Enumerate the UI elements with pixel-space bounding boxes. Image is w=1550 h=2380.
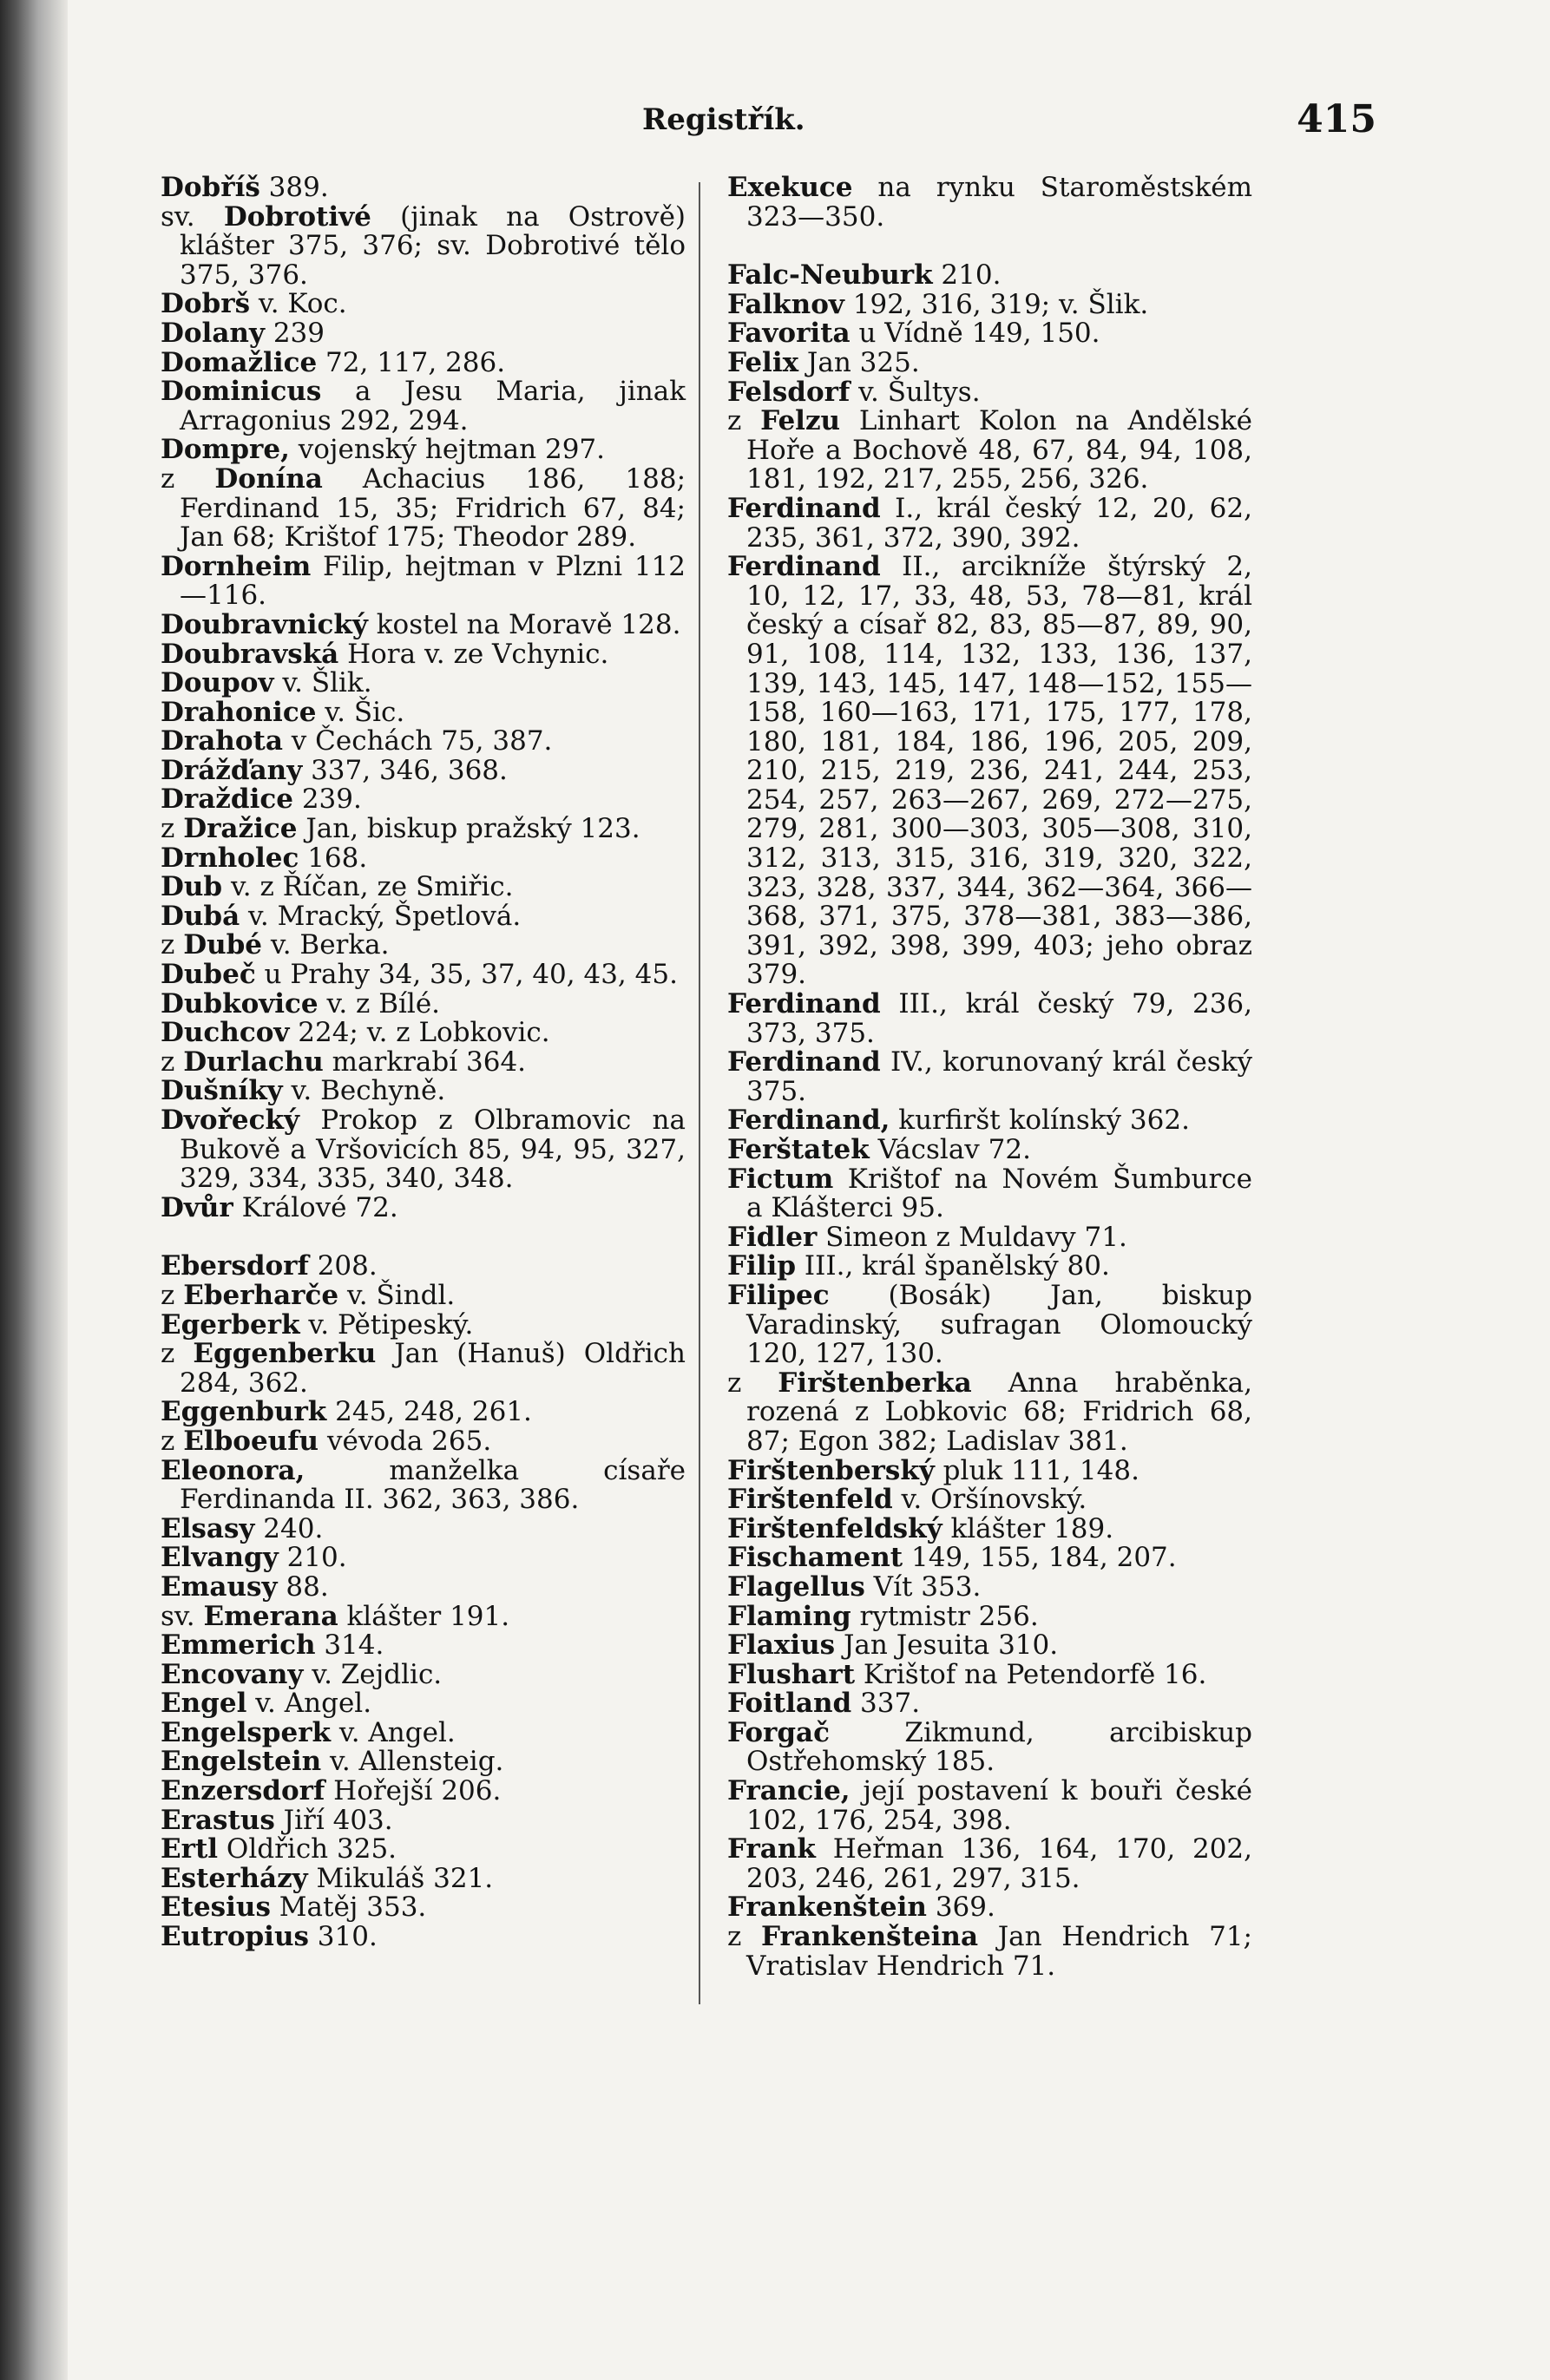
section-gap: [161, 1223, 686, 1252]
entry-headword: Fidler: [727, 1221, 818, 1253]
entry-references: v. Zejdlic.: [303, 1658, 443, 1690]
entry-references: Hora v. ze Vchynic.: [338, 638, 609, 670]
entry-references: v. Mracký, Špetlová.: [240, 900, 522, 932]
entry-prefix: sv.: [161, 1600, 204, 1632]
index-entry: [727, 1893, 1252, 1923]
entry-headword: Engel: [161, 1688, 247, 1720]
entry-headword: Flushart: [727, 1658, 856, 1690]
index-entry: [161, 1806, 686, 1836]
entry-headword: Firštenfeldský: [727, 1512, 942, 1544]
index-entry: [727, 1544, 1252, 1573]
entry-references: její postavení k bouři české 102, 176, 254, 398.: [746, 1775, 1252, 1836]
index-entry: [727, 1223, 1252, 1253]
index-column-right: [727, 174, 1252, 1981]
entry-references: Zikmund, arcibiskup Ostřehomský 185.: [746, 1716, 1252, 1778]
index-entry: [161, 698, 686, 728]
entry-headword: Engelstein: [161, 1746, 322, 1778]
entry-references: na rynku Staroměstském 323—350.: [746, 172, 1252, 233]
index-entry: [161, 550, 686, 612]
index-entry: [727, 1252, 1252, 1282]
entry-references: v. Bechyně.: [282, 1075, 446, 1107]
entry-headword: Firštenfeld: [727, 1484, 893, 1516]
index-entry: [161, 1835, 686, 1865]
index-entry: [727, 288, 1252, 320]
entry-references: v. Allensteig.: [321, 1746, 504, 1778]
entry-headword: Dolany: [161, 317, 265, 349]
entry-headword: Drahota: [161, 725, 283, 757]
index-entry: [161, 1689, 686, 1719]
entry-references: Achacius 186, 188; Ferdinand 15, 35; Fridrich 67, 84; Jan 68; Krištof 175; Theodor 289.: [180, 462, 686, 554]
index-entry: [727, 1570, 1252, 1603]
entry-headword: Doubravská: [161, 638, 339, 670]
index-entry: [727, 1279, 1252, 1370]
entry-headword: Etesius: [161, 1892, 271, 1924]
index-entry: [161, 1570, 686, 1603]
entry-headword: Dominicus: [161, 376, 322, 408]
index-entry: [161, 1106, 686, 1194]
index-entry: [727, 1777, 1252, 1835]
entry-headword: Dompre,: [161, 434, 290, 466]
index-entry: [161, 873, 686, 902]
entry-references: klášter 189.: [942, 1512, 1114, 1544]
entry-headword: Frankenštein: [727, 1892, 927, 1924]
index-entry: [161, 1191, 686, 1223]
entry-references: v. Angel.: [331, 1716, 456, 1748]
index-entry: [161, 727, 686, 757]
index-entry: [161, 1019, 686, 1048]
entry-references: Krištof na Novém Šumburce a Klášterci 95.: [746, 1163, 1252, 1224]
entry-references: 210.: [278, 1542, 347, 1574]
entry-references: 239.: [292, 783, 362, 816]
index-entry: [161, 1048, 686, 1078]
entry-headword: Favorita: [727, 318, 851, 350]
entry-references: 245, 248, 261.: [326, 1396, 532, 1428]
entry-prefix: z: [161, 462, 215, 495]
entry-references: vévoda 265.: [319, 1425, 492, 1457]
entry-headword: Draždice: [161, 783, 293, 816]
entry-headword: Dubá: [161, 900, 240, 932]
entry-references: Matěj 353.: [270, 1892, 427, 1924]
entry-headword: Emausy: [161, 1570, 278, 1603]
entry-headword: Emerana: [203, 1600, 338, 1632]
entry-references: (jinak na Ostrově) klášter 375, 376; sv. Dobrotivé tělo 375, 376.: [180, 200, 686, 291]
index-entry: [727, 1600, 1252, 1632]
index-entry: [161, 1308, 686, 1341]
entry-references: 240.: [254, 1512, 324, 1544]
entry-headword: Fischament: [727, 1542, 903, 1574]
index-entry: [161, 290, 686, 319]
entry-references: pluk 111, 148.: [934, 1454, 1140, 1486]
index-entry: [161, 754, 686, 786]
index-entry: [161, 844, 686, 874]
entry-references: v. Pětipeský.: [299, 1308, 474, 1341]
entry-headword: Flaming: [727, 1600, 851, 1632]
entry-references: v Čechách 75, 387.: [282, 725, 553, 757]
index-entry: [161, 1252, 686, 1282]
entry-headword: Foitland: [727, 1688, 852, 1720]
entry-prefix: z: [161, 1279, 184, 1311]
index-entry: [161, 785, 686, 815]
entry-headword: Enzersdorf: [161, 1775, 325, 1807]
entry-references: Jiří 403.: [274, 1804, 393, 1836]
index-entry: [161, 902, 686, 932]
entry-references: Hořejší 206.: [325, 1775, 502, 1807]
entry-headword: Drážďany: [161, 754, 303, 786]
entry-headword: Flaxius: [727, 1629, 836, 1662]
entry-references: u Prahy 34, 35, 37, 40, 43, 45.: [255, 959, 678, 991]
entry-headword: Elboeufu: [183, 1425, 319, 1457]
entry-references: v. Šic.: [316, 696, 405, 728]
entry-references: Krištof na Petendorfě 16.: [855, 1658, 1207, 1690]
index-entry: [727, 407, 1252, 495]
entry-headword: Dvůr: [161, 1191, 233, 1223]
entry-references: Heřman 136, 164, 170, 202, 203, 246, 261, 297, 315.: [746, 1833, 1252, 1894]
entry-headword: Firštenberský: [727, 1454, 935, 1486]
entry-references: 337, 346, 368.: [302, 754, 508, 786]
entry-headword: Ferdinand: [727, 492, 881, 524]
entry-references: klášter 191.: [338, 1600, 510, 1632]
index-entry: [727, 1048, 1252, 1106]
entry-references: 88.: [277, 1570, 329, 1603]
entry-references: Jan Jesuita 310.: [835, 1629, 1059, 1662]
index-entry: [161, 1747, 686, 1777]
index-entry: [727, 990, 1252, 1048]
entry-headword: Dvořecký: [161, 1105, 299, 1136]
entry-headword: Eutropius: [161, 1921, 309, 1953]
entry-headword: Encovany: [161, 1658, 304, 1690]
index-column-left: [161, 174, 686, 1952]
entry-headword: Eggenberku: [193, 1338, 377, 1370]
entry-references: v. z Bílé.: [318, 987, 441, 1020]
entry-headword: Felzu: [760, 405, 841, 437]
entry-prefix: z: [727, 1921, 761, 1953]
entry-headword: Fictum: [727, 1163, 834, 1195]
entry-headword: Felix: [727, 346, 799, 378]
index-entry: [727, 1835, 1252, 1893]
section-gap: [727, 232, 1252, 261]
entry-headword: Esterházy: [161, 1862, 308, 1894]
entry-headword: Felsdorf: [727, 376, 851, 408]
entry-references: Simeon z Muldavy 71.: [817, 1221, 1127, 1253]
index-entry: [161, 1600, 686, 1632]
page-header: [156, 97, 1376, 154]
entry-prefix: z: [161, 1338, 194, 1370]
index-entry: [161, 1279, 686, 1311]
index-entry: [161, 200, 686, 291]
entry-references: (Bosák) Jan, biskup Varadinský, sufragan Olomoucký 120, 127, 130.: [746, 1279, 1252, 1370]
entry-headword: Filipec: [727, 1279, 830, 1311]
entry-headword: Dub: [161, 871, 223, 903]
entry-references: Linhart Kolon na Andělské Hoře a Bochově 48, 67, 84, 94, 108, 181, 192, 217, 255, 256, 326.: [746, 405, 1252, 495]
entry-headword: Dubkovice: [161, 987, 319, 1020]
entry-references: 314.: [315, 1629, 384, 1662]
entry-references: I., král český 12, 20, 62, 235, 361, 372, 390, 392.: [746, 492, 1252, 554]
index-entry: [161, 669, 686, 698]
entry-references: v. Šindl.: [338, 1279, 456, 1311]
index-entry: [727, 1485, 1252, 1515]
entry-prefix: z: [161, 929, 184, 961]
index-entry: [727, 319, 1252, 349]
entry-headword: Dušníky: [161, 1075, 283, 1107]
entry-references: Jan Hendrich 71; Vratislav Hendrich 71.: [746, 1921, 1253, 1982]
entry-references: v. Šultys.: [850, 376, 981, 408]
entry-references: Oldřich 325.: [218, 1833, 397, 1865]
index-entry: [161, 1398, 686, 1427]
entry-headword: Francie,: [727, 1775, 851, 1807]
entry-headword: Engelsperk: [161, 1716, 332, 1748]
entry-references: Vít 353.: [864, 1570, 982, 1603]
entry-references: v. Šlik.: [273, 667, 372, 699]
entry-headword: Filip: [727, 1250, 797, 1282]
entry-headword: Ferštatek: [727, 1134, 870, 1165]
entry-headword: Duchcov: [161, 1017, 290, 1049]
index-entry: [161, 987, 686, 1020]
entry-headword: Exekuce: [727, 172, 853, 203]
index-entry: [727, 1369, 1252, 1457]
index-entry: [161, 346, 686, 378]
index-entry: [727, 378, 1252, 408]
entry-references: vojenský hejtman 297.: [289, 434, 606, 466]
index-entry: [161, 1862, 686, 1894]
index-entry: [727, 1454, 1252, 1486]
entry-references: 239: [264, 317, 325, 349]
index-entry: [727, 261, 1252, 291]
entry-references: a Jesu Maria, jinak Arragonius 292, 294.: [180, 376, 686, 436]
entry-headword: Dornheim: [161, 550, 312, 582]
entry-headword: Flagellus: [727, 1570, 865, 1603]
index-entry: [161, 1777, 686, 1806]
index-entry: [727, 174, 1252, 232]
index-entry: [161, 1454, 686, 1516]
entry-headword: Dražice: [183, 813, 298, 845]
entry-references: 337.: [851, 1688, 921, 1720]
index-entry: [161, 436, 686, 465]
index-entry: [161, 815, 686, 844]
index-entry: [161, 931, 686, 961]
index-entry: [727, 1631, 1252, 1661]
entry-references: III., král český 79, 236, 373, 375.: [746, 988, 1252, 1049]
index-entry: [161, 174, 686, 203]
entry-references: 192, 316, 319; v. Šlik.: [844, 288, 1149, 320]
entry-references: Jan (Hanuš) Oldřich 284, 362.: [180, 1338, 686, 1399]
entry-headword: Ferdinand: [727, 988, 881, 1020]
entry-headword: Eleonora,: [161, 1454, 305, 1486]
entry-headword: Egerberk: [161, 1308, 300, 1341]
entry-headword: Durlachu: [183, 1046, 324, 1078]
index-entry: [161, 1340, 686, 1398]
index-entry: [161, 608, 686, 640]
entry-references: 149, 155, 184, 207.: [903, 1542, 1177, 1574]
entry-prefix: z: [727, 405, 761, 437]
column-divider: [699, 182, 700, 2004]
index-entry: [161, 1658, 686, 1690]
entry-headword: Dubé: [183, 929, 263, 961]
entry-prefix: z: [161, 813, 184, 845]
entry-headword: Frank: [727, 1833, 816, 1865]
entry-references: Králové 72.: [233, 1191, 398, 1223]
entry-headword: Firštenberka: [778, 1367, 972, 1399]
entry-headword: Donína: [214, 462, 323, 495]
entry-headword: Falc-Neuburk: [727, 259, 933, 292]
entry-headword: Elsasy: [161, 1512, 255, 1544]
entry-headword: Emmerich: [161, 1629, 316, 1662]
entry-references: Anna hraběnka, rozená z Lobkovic 68; Fridrich 68, 87; Egon 382; Ladislav 381.: [746, 1367, 1252, 1457]
index-entry: [161, 1923, 686, 1952]
index-entry: [727, 1165, 1252, 1223]
index-entry: [727, 1716, 1252, 1778]
entry-references: u Vídně 149, 150.: [850, 318, 1100, 350]
entry-references: v. Koc.: [250, 288, 347, 320]
index-entry: [161, 319, 686, 349]
page-number: 415: [1297, 97, 1376, 141]
entry-references: Vácslav 72.: [869, 1134, 1031, 1165]
entry-headword: Frankenšteina: [760, 1921, 979, 1953]
index-entry: [727, 553, 1252, 990]
entry-references: IV., korunovaný král český 375.: [746, 1046, 1252, 1107]
entry-headword: Forgač: [727, 1716, 830, 1748]
index-entry: [161, 1544, 686, 1573]
entry-references: III., král španělský 80.: [796, 1250, 1110, 1282]
entry-prefix: z: [727, 1367, 778, 1399]
entry-headword: Falknov: [727, 288, 844, 320]
index-entry: [161, 1512, 686, 1544]
entry-references: II., arcikníže štýrský 2, 10, 12, 17, 33, 48, 53, 78—81, král český a císař 82, 83, 85—87, 89, 90, 91, 108, 114, 132, 133, 136, 137, 139, 143, 145, 147, 148—152, 155—158, 160—163, 171, 175, 177, 178, 180, 181, 184, 186, 196, 205, 209, 210, 215, 219, 236, 241, 244, 253, 254, 257, 263—267, 269, 272—275, 279, 281, 300—303, 305—308, 310, 312, 313, 315, 316, 319, 320, 322, 323, 328, 337, 344, 362—364, 366—368, 371, 375, 378—381, 383—386, 391, 392, 398, 399, 403; jeho obraz 379.: [746, 551, 1252, 991]
index-entry: [161, 961, 686, 990]
entry-headword: Eggenburk: [161, 1396, 327, 1428]
entry-references: 389.: [259, 172, 329, 203]
running-title: Registřík.: [642, 102, 805, 137]
entry-references: 72, 117, 286.: [317, 346, 506, 378]
entry-references: v. Oršínovský.: [892, 1484, 1087, 1516]
entry-prefix: sv.: [161, 200, 224, 233]
index-entry: [727, 1136, 1252, 1165]
index-entry: [727, 1106, 1252, 1136]
index-entry: [161, 1893, 686, 1923]
index-entry: [727, 492, 1252, 554]
index-entry: [727, 1923, 1252, 1981]
entry-headword: Ferdinand: [727, 551, 881, 583]
index-entry: [727, 1658, 1252, 1690]
entry-headword: Dobrotivé: [223, 200, 371, 233]
index-entry: [727, 346, 1252, 378]
entry-headword: Drnholec: [161, 842, 299, 874]
entry-references: v. Berka.: [262, 929, 390, 961]
entry-references: 210.: [932, 259, 1002, 292]
entry-headword: Ferdinand,: [727, 1105, 890, 1137]
entry-references: Prokop z Olbramovic na Bukově a Vršovicích 85, 94, 95, 327, 329, 334, 335, 340, 348.: [180, 1105, 686, 1195]
entry-references: rytmistr 256.: [851, 1600, 1039, 1632]
entry-headword: Ebersdorf: [161, 1250, 309, 1282]
entry-headword: Dobříš: [161, 172, 260, 203]
entry-headword: Ferdinand: [727, 1046, 881, 1079]
entry-references: 208.: [308, 1250, 378, 1282]
entry-prefix: z: [161, 1046, 184, 1078]
entry-headword: Domažlice: [161, 346, 318, 378]
index-entry: [161, 377, 686, 436]
entry-headword: Doupov: [161, 667, 274, 699]
index-entry: [161, 462, 686, 554]
entry-headword: Drahonice: [161, 696, 317, 728]
page-binding-edge: [0, 0, 68, 2380]
index-entry: [161, 1427, 686, 1457]
entry-prefix: z: [161, 1425, 184, 1457]
entry-references: manželka císaře Ferdinanda II. 362, 363, 386.: [180, 1454, 686, 1516]
entry-references: 310.: [308, 1921, 378, 1953]
entry-headword: Erastus: [161, 1804, 275, 1836]
entry-headword: Dobrš: [161, 288, 251, 320]
index-entry: [161, 1716, 686, 1748]
index-entry: [727, 1512, 1252, 1544]
entry-references: v. z Říčan, ze Smiřic.: [222, 871, 514, 903]
entry-references: 369.: [926, 1892, 995, 1924]
entry-references: Jan, biskup pražský 123.: [297, 813, 640, 845]
entry-references: kurfiršt kolínský 362.: [890, 1105, 1190, 1137]
entry-references: v. Angel.: [246, 1688, 372, 1720]
entry-references: 168.: [299, 842, 368, 874]
index-entry: [161, 1631, 686, 1661]
index-entry: [161, 640, 686, 670]
entry-references: kostel na Moravě 128.: [367, 608, 681, 640]
entry-references: Mikuláš 321.: [307, 1862, 494, 1894]
entry-headword: Dubeč: [161, 959, 256, 991]
entry-headword: Ertl: [161, 1833, 219, 1865]
index-entry: [161, 1077, 686, 1106]
entry-references: 224; v. z Lobkovic.: [289, 1017, 550, 1049]
entry-references: Jan 325.: [798, 346, 920, 378]
entry-references: markrabí 364.: [323, 1046, 527, 1078]
entry-headword: Elvangy: [161, 1542, 279, 1574]
entry-references: Filip, hejtman v Plzni 112—116.: [180, 550, 686, 612]
entry-headword: Eberharče: [183, 1279, 339, 1311]
index-entry: [727, 1689, 1252, 1719]
entry-headword: Doubravnický: [161, 608, 368, 640]
